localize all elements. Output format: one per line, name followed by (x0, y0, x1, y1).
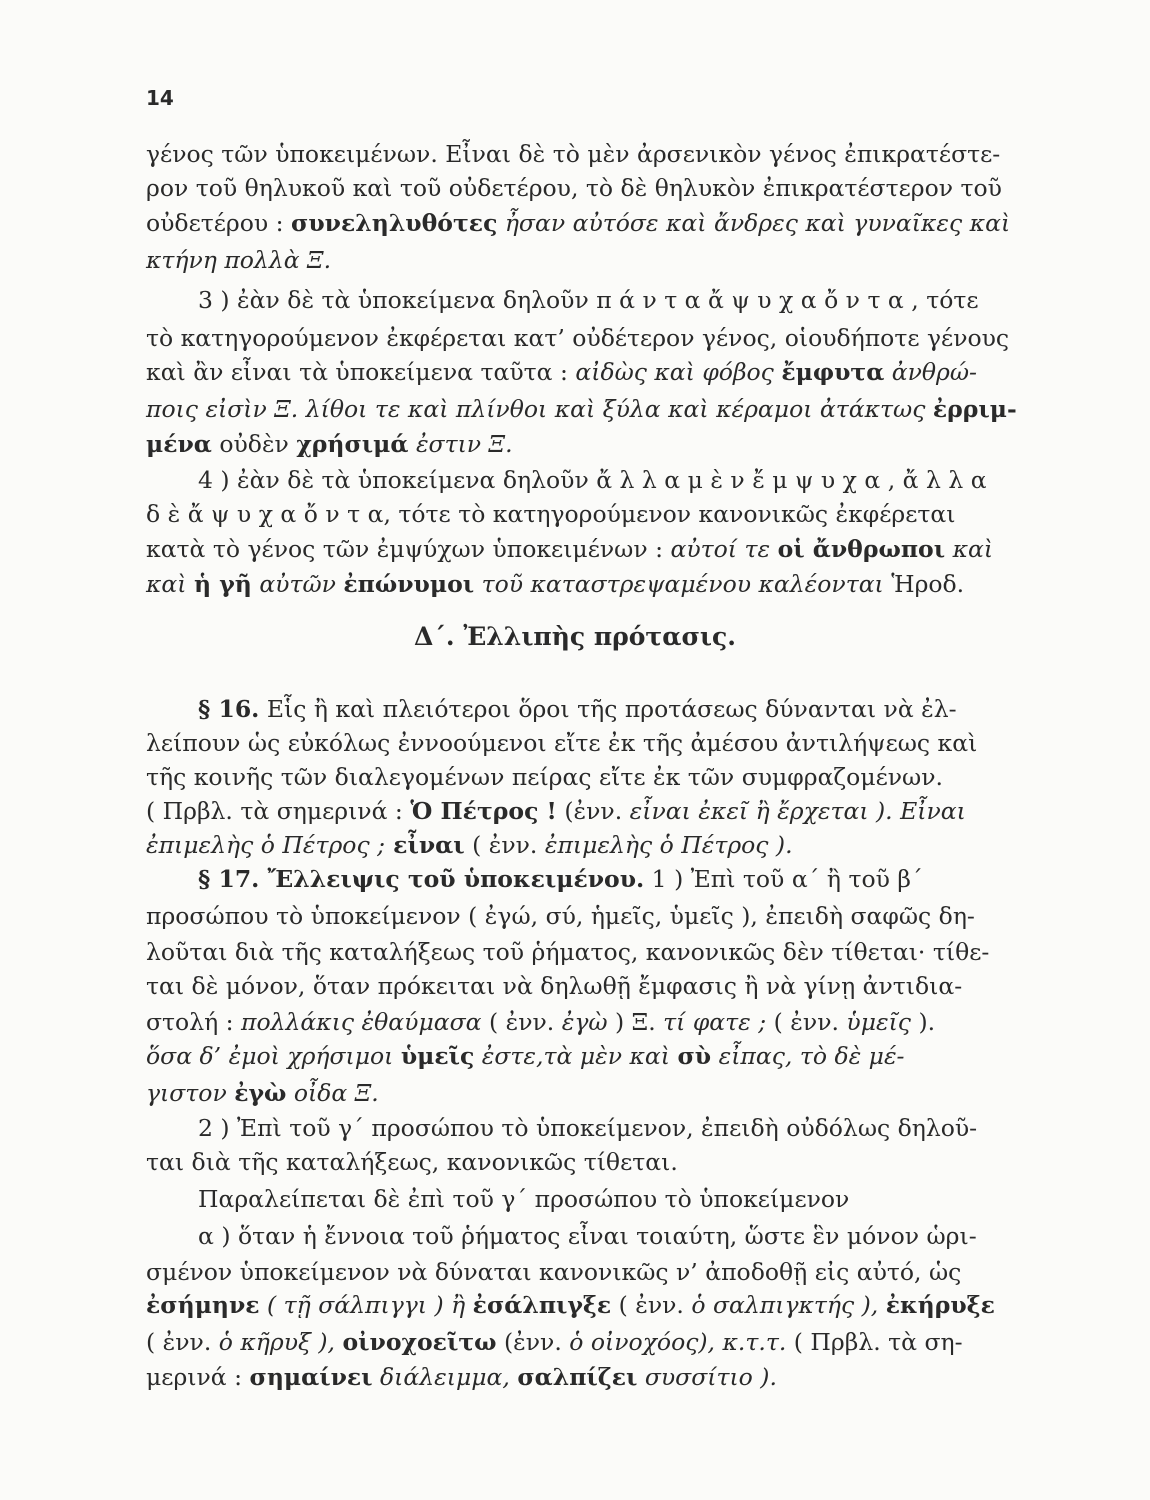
text-span: δ ὲ ἄ ψ υ χ α ὄ ν τ α, τότε τὸ κατηγορούμενον κανονικῶς ἐκφέρεται (146, 500, 956, 528)
italic-example: ὅσα δ’ ἐμοὶ χρήσιμοι (146, 1042, 401, 1070)
text-span: ( ἐνν. (146, 1328, 219, 1356)
italic-example: πολλάκις ἐθαύμασα (241, 1008, 482, 1036)
page-number: 14 (146, 86, 174, 110)
text-span: οὐδετέρου : (146, 209, 292, 237)
text-line (146, 322, 1020, 354)
text-line (146, 1326, 1020, 1358)
italic-example: εἶπας, τὸ δὲ μέ- (711, 1042, 905, 1070)
text-line (146, 1361, 1020, 1393)
italic-example: συσσίτιο ). (637, 1363, 777, 1391)
italic-example: τοῦ καταστρεψαμένου καλέονται (474, 570, 884, 598)
text-span: Ἡροδ. (883, 570, 965, 598)
text-line (146, 970, 1020, 1002)
text-span: καὶ ἂν εἶναι τὰ ὑποκείμενα ταῦτα : (146, 358, 576, 386)
text-line (198, 284, 1020, 316)
paragraph-heading: § 17. Ἔλλειψις τοῦ ὑποκειμένου. (198, 865, 645, 893)
bold-term: σαλπίζει (517, 1363, 638, 1391)
bold-term: ἐκήρυξε (885, 1291, 995, 1319)
italic-example: ἐστε,τὰ μὲν καὶ (474, 1042, 678, 1070)
italic-example: ἐπιμελὴς ὁ Πέτρος ; (146, 831, 385, 859)
text-span: ται διὰ τῆς καταλήξεως, κανονικῶς τίθεται. (146, 1148, 678, 1176)
text-span: ( Πρβλ. τὰ ση- (786, 1328, 963, 1356)
italic-example: ὁ σαλπιγκτής ), (691, 1291, 886, 1319)
italic-example: καὶ (945, 535, 994, 563)
italic-example: αἰδὼς καὶ φόβος (575, 358, 782, 386)
section-heading: Δ΄. Ἐλλιπὴς πρότασις. (414, 622, 736, 651)
text-span: οὐδὲν (211, 430, 297, 458)
italic-example: ( τῇ σάλπιγγι ) ἢ (259, 1291, 473, 1319)
text-span: ) Ξ. (607, 1008, 664, 1036)
text-line (198, 1220, 1020, 1252)
text-line (146, 428, 1020, 460)
italic-example: αὐτῶν (251, 570, 344, 598)
italic-example: ὑμεῖς (846, 1008, 911, 1036)
italic-example: οἶδα Ξ. (286, 1079, 379, 1107)
bold-term: ἐρριμ- (932, 395, 1017, 423)
paragraph-number: § 16. (198, 695, 260, 723)
text-span: ρον τοῦ θηλυκοῦ καὶ τοῦ οὐδετέρου, τὸ δὲ θηλυκὸν ἐπικρατέστερον τοῦ (146, 174, 1002, 202)
text-span: (ἐνν. (496, 1328, 570, 1356)
text-line (146, 727, 1020, 759)
bold-term: εἶναι (385, 831, 465, 859)
italic-example: εἶναι ἐκεῖ ἢ ἔρχεται ). Εἶναι (629, 797, 966, 825)
text-span: ( Πρβλ. τὰ σημερινά : (146, 797, 411, 825)
text-line (198, 464, 1020, 496)
bold-term: ὑμεῖς (400, 1042, 475, 1070)
text-span: 3 ) ἐὰν δὲ τὰ ὑποκείμενα δηλοῦν π ά ν τ α ἄ ψ υ χ α ὄ ν τ α , τότε (198, 286, 979, 314)
text-line (146, 829, 1020, 861)
italic-example: κτήνη πολλὰ Ξ. (146, 246, 332, 274)
text-span: 1 ) Ἐπὶ τοῦ α΄ ἢ τοῦ β΄ (644, 865, 923, 893)
text-span: τὸ κατηγορούμενον ἐκφέρεται κατ’ οὐδέτερον γένος, οἱουδήποτε γένους (146, 324, 1010, 352)
text-span: ( ἐνν. (464, 831, 545, 859)
text-line (146, 244, 1020, 276)
text-span: στολή : (146, 1008, 242, 1036)
text-line (146, 1006, 1020, 1038)
bold-term: σὺ (677, 1042, 712, 1070)
italic-example: ὁ οἰνοχόος), κ.τ.τ. (569, 1328, 787, 1356)
bold-term: ἐγὼ (234, 1079, 287, 1107)
italic-example: ποις εἰσὶν Ξ. λίθοι τε καὶ πλίνθοι καὶ ξύλα καὶ κέραμοι ἀτάκτως (146, 395, 933, 423)
text-line (146, 1289, 1020, 1321)
italic-example: καὶ (146, 570, 194, 598)
italic-example: τί φατε ; (663, 1008, 767, 1036)
text-line (146, 393, 1020, 425)
text-span: ). (910, 1008, 936, 1036)
italic-example: ἦσαν αὐτόσε καὶ ἄνδρες καὶ γυναῖκες καὶ (497, 209, 1011, 237)
bold-term: οἰνοχοεῖτω (342, 1328, 497, 1356)
italic-example: ἐπιμελὴς ὁ Πέτρος ). (544, 831, 793, 859)
text-span: προσώπου τὸ ὑποκείμενον ( ἐγώ, σύ, ἡμεῖς, ὑμεῖς ), ἐπειδὴ σαφῶς δη- (146, 902, 975, 930)
text-line (198, 863, 1020, 895)
italic-example: ἀνθρώ- (884, 358, 977, 386)
text-line (146, 533, 1020, 565)
text-span: γένος τῶν ὑποκειμένων. Εἶναι δὲ τὸ μὲν ἀρσενικὸν γένος ἐπικρατέστε- (146, 140, 1001, 168)
text-span: 2 ) Ἐπὶ τοῦ γ΄ προσώπου τὸ ὑποκείμενον, ἐπειδὴ οὐδόλως δηλοῦ- (198, 1114, 978, 1142)
italic-example: ἐστιν Ξ. (408, 430, 513, 458)
text-span: Εἷς ἢ καὶ πλειότεροι ὅροι τῆς προτάσεως δύνανται νὰ ἐλ- (259, 695, 957, 723)
italic-example: ὁ κῆρυξ ), (218, 1328, 343, 1356)
bold-term: σημαίνει (249, 1363, 373, 1391)
text-span: λείπουν ὡς εὐκόλως ἐννοούμενοι εἴτε ἐκ τῆς ἀμέσου ἀντιλήψεως καὶ (146, 729, 978, 757)
bold-term: ἐσήμηνε (146, 1291, 260, 1319)
text-line (146, 1256, 1020, 1288)
text-span: Παραλείπεται δὲ ἐπὶ τοῦ γ΄ προσώπου τὸ ὑποκείμενον (198, 1185, 850, 1213)
bold-term: ἐπώνυμοι (343, 570, 475, 598)
text-line (146, 356, 1020, 388)
bold-term: μένα (146, 430, 212, 458)
bold-term: οἱ ἄνθρωποι (777, 535, 946, 563)
text-line (198, 693, 1020, 725)
italic-example: διάλειμμα, (372, 1363, 518, 1391)
text-line (146, 1146, 1020, 1178)
text-span: τῆς κοινῆς τῶν διαλεγομένων πείρας εἴτε ἐκ τῶν συμφραζομένων. (146, 763, 943, 791)
text-span: ται δὲ μόνον, ὅταν πρόκειται νὰ δηλωθῇ ἔμφασις ἢ νὰ γίνῃ ἀντιδια- (146, 972, 963, 1000)
bold-term: Ὁ Πέτρος ! (410, 797, 557, 825)
text-span: μερινά : (146, 1363, 250, 1391)
bold-term: ἔμφυτα (781, 358, 885, 386)
bold-term: ἡ γῆ (193, 570, 252, 598)
italic-example: αὐτοί τε (670, 535, 778, 563)
text-span: ( ἐνν. (481, 1008, 562, 1036)
bold-term: ἐσάλπιγξε (472, 1291, 612, 1319)
text-line (146, 761, 1020, 793)
text-span: (ἐνν. (556, 797, 630, 825)
text-span: ( ἐνν. (766, 1008, 847, 1036)
text-line (146, 1077, 1020, 1109)
text-span: λοῦται διὰ τῆς καταλήξεως τοῦ ῥήματος, κανονικῶς δὲν τίθεται· τίθε- (146, 938, 990, 966)
text-line (146, 498, 1020, 530)
text-span: κατὰ τὸ γένος τῶν ἐμψύχων ὑποκειμένων : (146, 535, 671, 563)
italic-example: γιστον (146, 1079, 235, 1107)
text-line (146, 1040, 1020, 1072)
text-line (146, 795, 1020, 827)
bold-term: συνεληλυθότες (291, 209, 498, 237)
text-span: σμένον ὑποκείμενον νὰ δύναται κανονικῶς ν’ ἀποδοθῇ εἰς αὐτό, ὡς (146, 1258, 962, 1286)
text-span: 4 ) ἐὰν δὲ τὰ ὑποκείμενα δηλοῦν ἄ λ λ α μ ὲ ν ἔ μ ψ υ χ α , ἄ λ λ α (198, 466, 987, 494)
text-line (146, 568, 1020, 600)
text-line (146, 172, 1020, 204)
text-span: α ) ὅταν ἡ ἔννοια τοῦ ῥήματος εἶναι τοιαύτη, ὥστε ἓν μόνον ὡρι- (198, 1222, 977, 1250)
text-line (198, 1183, 1020, 1215)
italic-example: ἐγὼ (561, 1008, 608, 1036)
text-line (146, 936, 1020, 968)
bold-term: χρήσιμά (296, 430, 409, 458)
text-line (146, 207, 1020, 239)
text-line (146, 900, 1020, 932)
text-span: ( ἐνν. (611, 1291, 692, 1319)
text-line (198, 1112, 1020, 1144)
text-line (146, 138, 1020, 170)
